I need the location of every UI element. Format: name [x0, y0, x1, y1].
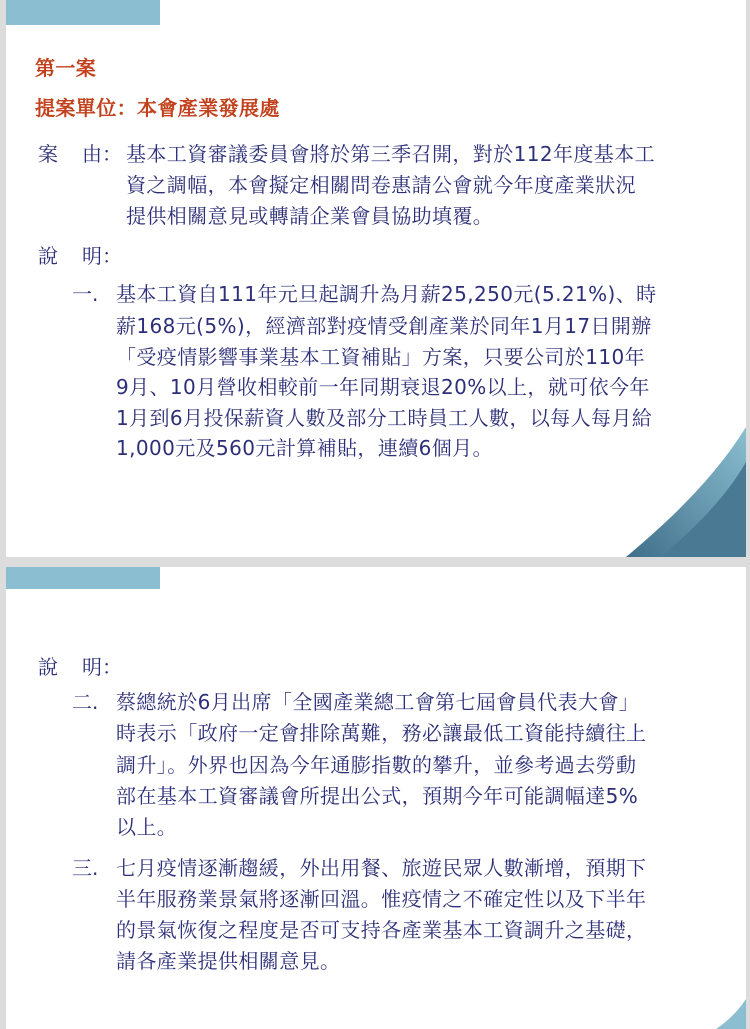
item-1-line-5: 1月到6月投保薪資人數及部分工時員工人數，以每人每月給	[116, 406, 653, 430]
item-2-line-4: 部在基本工資審議會所提出公式，預期今年可能調幅達5%	[116, 784, 639, 808]
accent-bar	[6, 567, 160, 589]
corner-swoosh-decoration	[716, 999, 746, 1029]
reason-line-2: 資之調幅，本會擬定相關問卷惠請公會就今年度產業狀況	[126, 173, 636, 197]
reason-label-char2: 由：	[82, 142, 122, 166]
item-1-line-1: 基本工資自111年元旦起調升為月薪25,250元(5.21%)、時	[116, 282, 657, 306]
item-3-line-3: 的景氣恢復之程度是否可支持各產業基本工資調升之基礎，	[116, 918, 647, 942]
explanation-label-char1: 說	[38, 655, 58, 679]
reason-label-char1: 案	[38, 142, 58, 166]
explanation-label-char1: 說	[38, 244, 58, 268]
proposal-unit: 提案單位：本會產業發展處	[35, 96, 280, 120]
item-1-line-6: 1,000元及560元計算補貼，連續6個月。	[116, 436, 493, 460]
item-3-line-1: 七月疫情逐漸趨緩，外出用餐、旅遊民眾人數漸增，預期下	[116, 856, 647, 880]
item-2-line-3: 調升」。外界也因為今年通膨指數的攀升，並參考過去勞動	[116, 753, 637, 777]
slide-1	[6, 0, 746, 557]
reason-line-1: 基本工資審議委員會將於第三季召開，對於112年度基本工	[126, 142, 655, 166]
item-2-line-2: 時表示「政府一定會排除萬難，務必讓最低工資能持續往上	[116, 721, 647, 745]
item-1-line-4: 9月、10月營收相較前一年同期衰退20%以上，就可依今年	[116, 375, 650, 399]
item-1-line-2: 薪168元(5%)，經濟部對疫情受創產業於同年1月17日開辦	[116, 314, 652, 338]
item-3-marker: 三.	[72, 856, 99, 880]
case-number: 第一案	[35, 56, 97, 80]
item-3-line-2: 半年服務業景氣將逐漸回溫。惟疫情之不確定性以及下半年	[116, 887, 647, 911]
explanation-label-char2: 明：	[82, 244, 122, 268]
corner-swoosh-decoration	[626, 427, 746, 557]
item-1-line-3: 「受疫情影響事業基本工資補貼」方案，只要公司於110年	[116, 345, 645, 369]
accent-bar	[6, 0, 160, 25]
item-3-line-4: 請各產業提供相關意見。	[116, 949, 341, 973]
explanation-label-char2: 明：	[82, 655, 122, 679]
item-2-line-1: 蔡總統於6月出席「全國產業總工會第七屆會員代表大會」	[116, 690, 640, 714]
item-2-marker: 二.	[72, 690, 99, 714]
item-2-line-5: 以上。	[116, 815, 178, 839]
slide-2	[6, 567, 746, 1029]
reason-line-3: 提供相關意見或轉請企業會員協助填覆。	[126, 204, 494, 228]
item-1-marker: 一.	[72, 282, 99, 306]
